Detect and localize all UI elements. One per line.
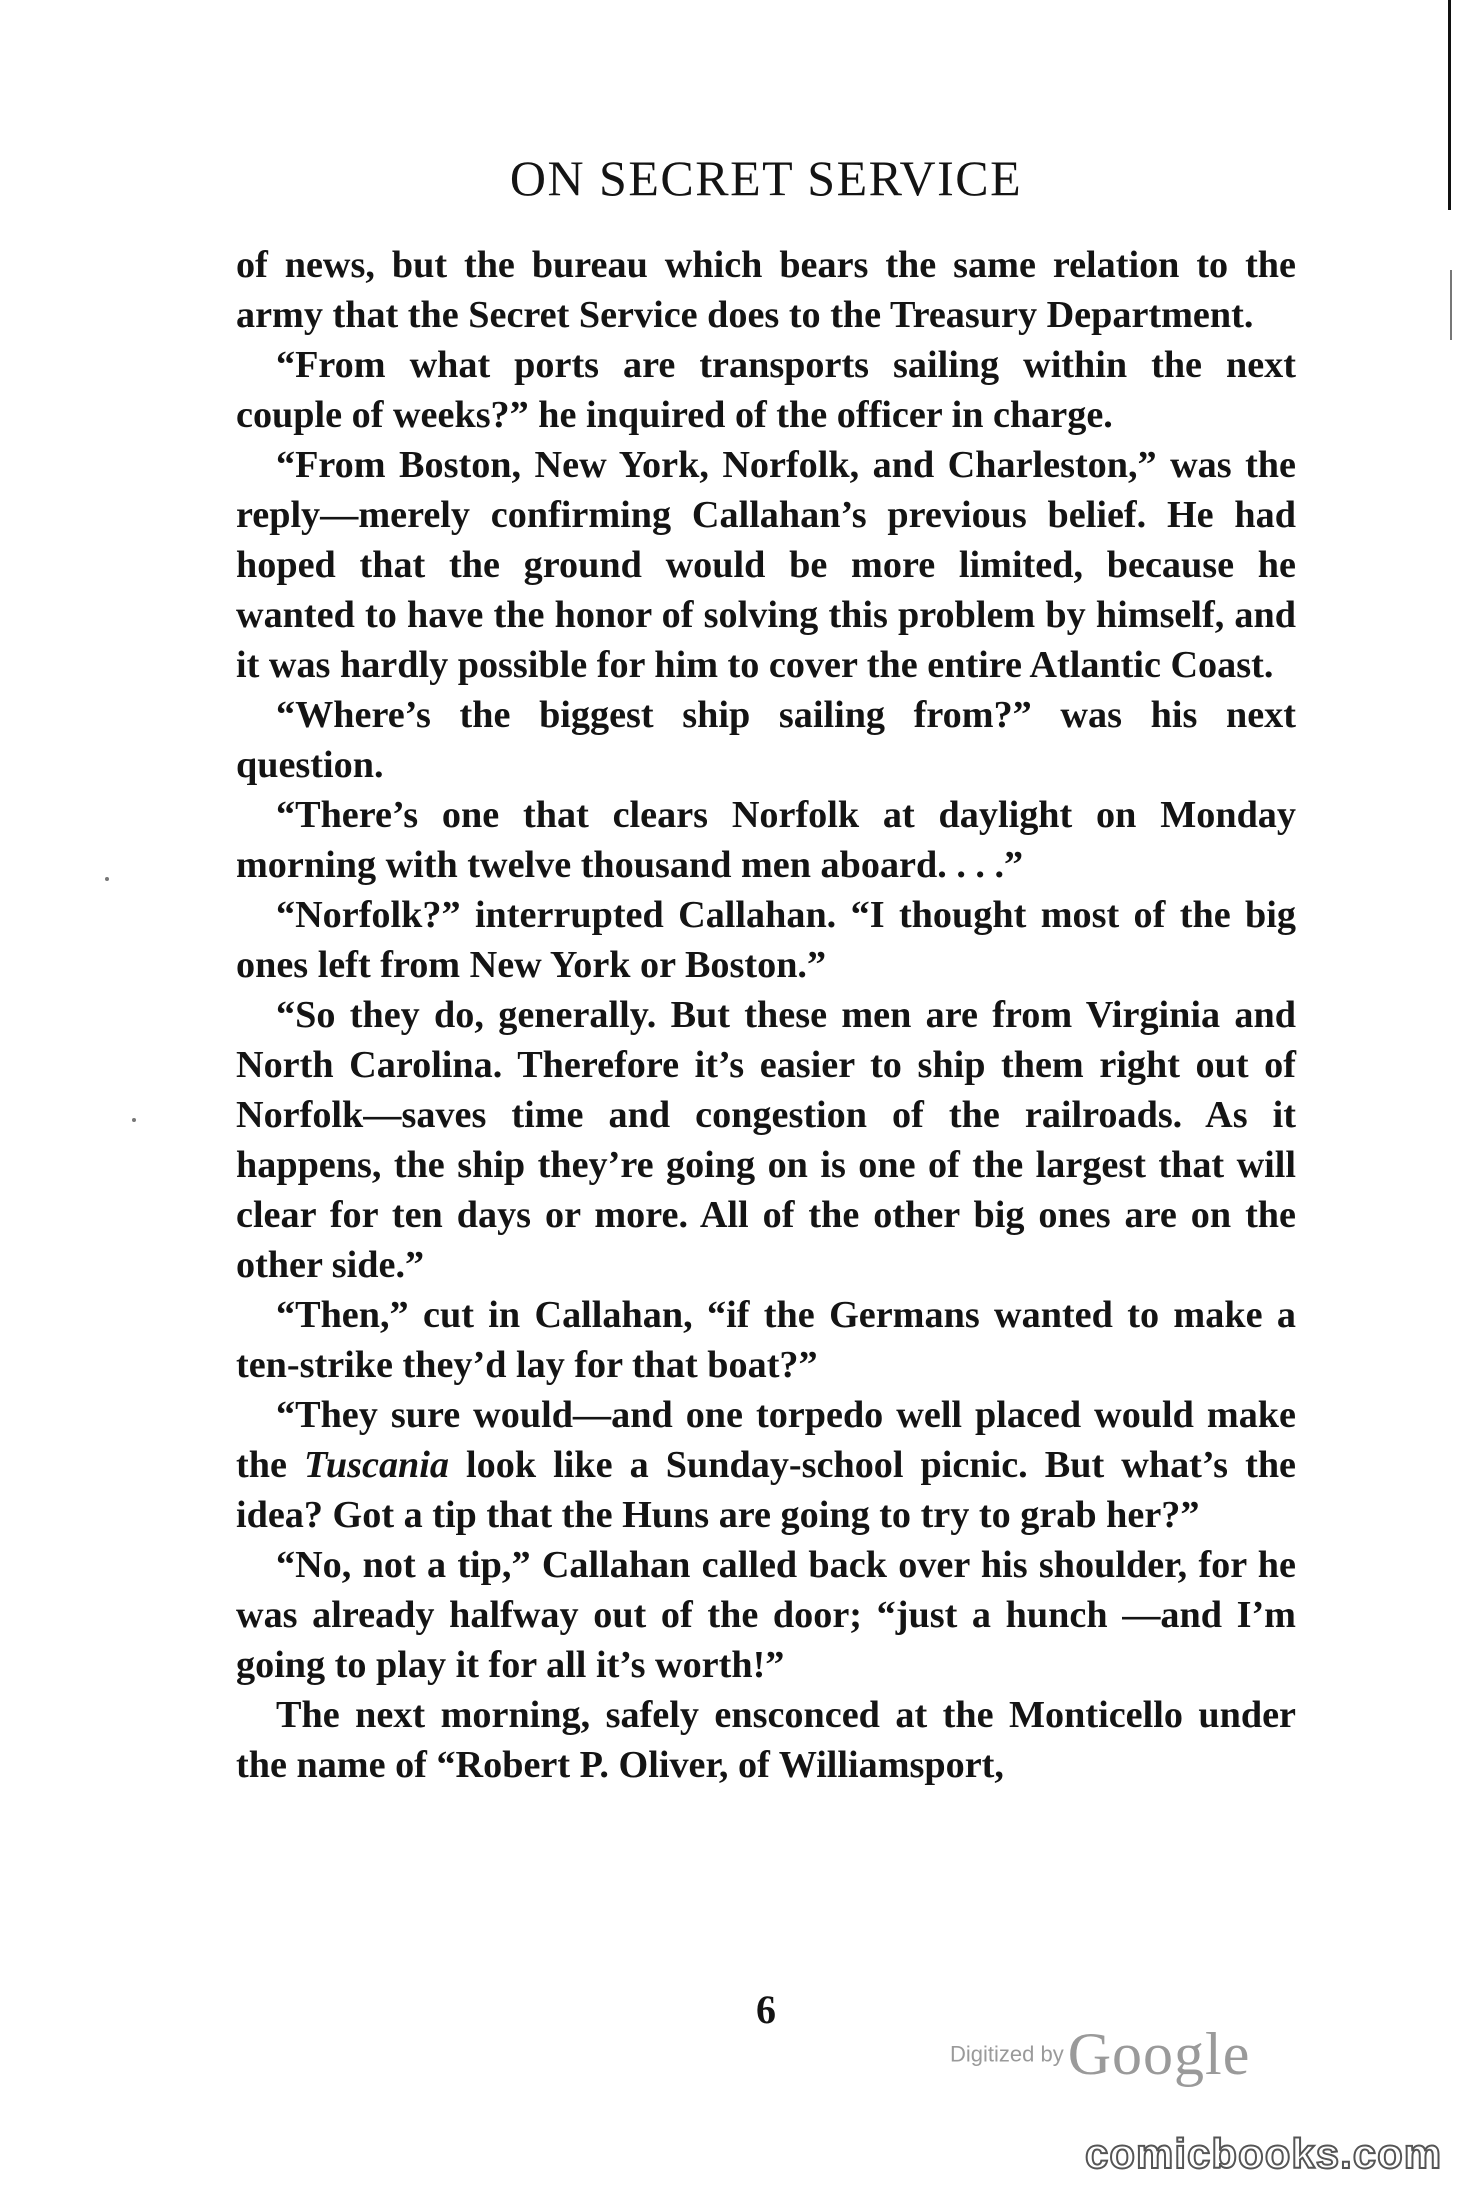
scan-speck [105,877,109,881]
google-logo: Google [1067,2021,1251,2087]
paragraph: “Norfolk?” interrupted Callahan. “I thought most of the big ones left from New York or Boston.” [236,894,1296,986]
paragraph: “Then,” cut in Callahan, “if the Germans wanted to make a ten-strike they’d lay for that boat?” [236,1294,1296,1386]
paragraph: “Where’s the biggest ship sailing from?” was his next question. [236,694,1296,786]
paragraph: “From Boston, New York, Norfolk, and Charleston,” was the reply—merely confirming Callahan’s previous belief. He had hoped that the ground would be more limited, because he wanted to have the honor of solving this problem by himself, and it was hardly possible for him to cover the entire Atlantic Coast. [236,444,1296,686]
paragraph: The next morning, safely ensconced at the Monticello under the name of “Robert P. Oliver, of Williamsport, [236,1694,1296,1786]
digitized-by-google-stamp [950,2020,1280,2100]
page-edge-mark [1450,270,1452,340]
page-number: 6 [756,1987,776,2032]
paragraph-text: “They sure would—and one torpedo well placed would make the [236,1394,1296,1486]
paragraph: “From what ports are transports sailing within the next couple of weeks?” he inquired of the officer in charge. [236,344,1296,436]
paragraph: “No, not a tip,” Callahan called back over his shoulder, for he was already halfway out of the door; “just a hunch —and I’m going to play it for all it’s worth!” [236,1544,1296,1686]
page-edge-mark [1448,0,1451,210]
digitized-label: Digitized by [950,2041,1064,2067]
paragraph: “There’s one that clears Norfolk at daylight on Monday morning with twelve thousand men aboard. . . .” [236,794,1296,886]
paragraph: of news, but the bureau which bears the same relation to the army that the Secret Service does to the Treasury Department. [236,244,1296,336]
paragraph [236,1390,1296,1540]
watermark: comicbooks.com [1085,2130,1443,2177]
paragraph-text: look like a Sunday-school picnic. But what’s the idea? Got a tip that the Huns are going to try to grab her?” [236,1444,1297,1536]
scan-speck [132,1118,136,1122]
paragraph: “So they do, generally. But these men are from Virginia and North Carolina. Therefore it’s easier to ship them right out of Norfolk—saves time and congestion of the railroads. As it happens, the ship they’re going on is one of the largest that will clear for ten days or more. All of the other big ones are on the other side.” [236,994,1296,1286]
body-text [236,240,1296,1790]
ship-name: Tuscania [303,1444,449,1486]
running-header: ON SECRET SERVICE [509,150,1023,206]
